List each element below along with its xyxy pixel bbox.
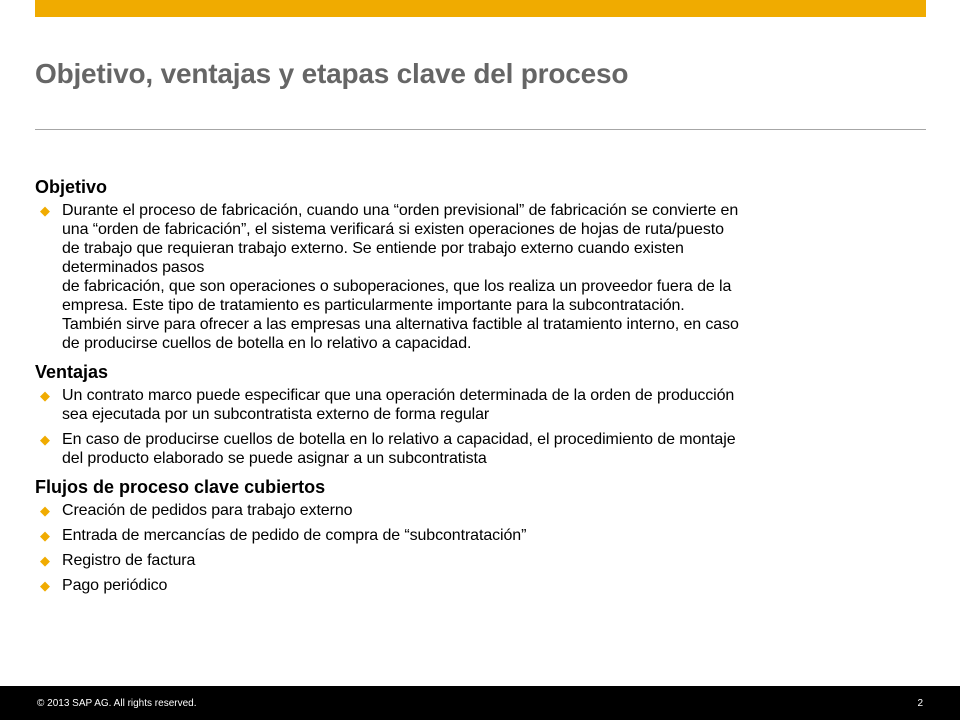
bullet-text-line: del producto elaborado se puede asignar a un subcontratista (62, 450, 487, 467)
section-heading: Objetivo (35, 177, 108, 197)
bullet-text-line: Pago periódico (62, 577, 168, 594)
bullet-diamond-icon: ◆ (40, 432, 50, 447)
bullet-text (62, 386, 926, 424)
bullet-text-line: Creación de pedidos para trabajo externo (62, 502, 353, 519)
bullet-text-line: empresa. Este tipo de tratamiento es particularmente importante para la subcontratación. (62, 297, 685, 314)
bullet-text (62, 576, 926, 595)
section-heading: Ventajas (35, 362, 109, 382)
title-divider (35, 129, 926, 130)
section-0 (35, 176, 926, 353)
bullet-text-line: de producirse cuellos de botella en lo relativo a capacidad. (62, 335, 472, 352)
bullet-text-line: determinados pasos (62, 259, 205, 276)
bullet-text (62, 551, 926, 570)
bullet-text (62, 430, 926, 468)
section-2 (35, 476, 926, 595)
page-number: 2 (917, 698, 923, 709)
bullet-text-line: de fabricación, que son operaciones o suboperaciones, que los realiza un proveedor fuera de la (62, 278, 732, 295)
bullet-item (35, 386, 926, 424)
bullet-text-line: Un contrato marco puede especificar que una operación determinada de la orden de producción (62, 387, 735, 404)
bullet-item (35, 501, 926, 520)
footer (0, 686, 960, 720)
bullet-diamond-icon: ◆ (40, 528, 50, 543)
bullet-diamond-icon: ◆ (40, 503, 50, 518)
bullet-item (35, 201, 926, 353)
bullet-item (35, 576, 926, 595)
section-heading: Flujos de proceso clave cubiertos (35, 477, 326, 497)
bullet-text (62, 501, 926, 520)
top-accent-bar (35, 0, 926, 17)
bullet-text-line: Entrada de mercancías de pedido de compra de “subcontratación” (62, 527, 527, 544)
bullet-diamond-icon: ◆ (40, 578, 50, 593)
bullet-text (62, 201, 926, 353)
bullet-list (35, 386, 926, 468)
footer-copyright: © 2013 SAP AG. All rights reserved. (37, 698, 197, 709)
bullet-item (35, 551, 926, 570)
bullet-text-line: En caso de producirse cuellos de botella en lo relativo a capacidad, el procedimiento de montaje (62, 431, 736, 448)
bullet-item (35, 430, 926, 468)
bullet-text-line: una “orden de fabricación”, el sistema verificará si existen operaciones de hojas de ruta/puesto (62, 221, 724, 238)
page-title: Objetivo, ventajas y etapas clave del proceso (35, 58, 629, 89)
bullet-item (35, 526, 926, 545)
bullet-text-line: Registro de factura (62, 552, 196, 569)
bullet-diamond-icon: ◆ (40, 388, 50, 403)
bullet-text (62, 526, 926, 545)
bullet-list (35, 501, 926, 595)
bullet-text-line: sea ejecutada por un subcontratista externo de forma regular (62, 406, 490, 423)
bullet-list (35, 201, 926, 353)
section-1 (35, 361, 926, 468)
bullet-text-line: de trabajo que requieran trabajo externo. Se entiende por trabajo externo cuando existen (62, 240, 684, 257)
slide-content (35, 176, 926, 603)
bullet-diamond-icon: ◆ (40, 203, 50, 218)
bullet-text-line: También sirve para ofrecer a las empresas una alternativa factible al tratamiento interno, en caso (62, 316, 739, 333)
bullet-text-line: Durante el proceso de fabricación, cuando una “orden previsional” de fabricación se convierte en (62, 202, 739, 219)
bullet-diamond-icon: ◆ (40, 553, 50, 568)
